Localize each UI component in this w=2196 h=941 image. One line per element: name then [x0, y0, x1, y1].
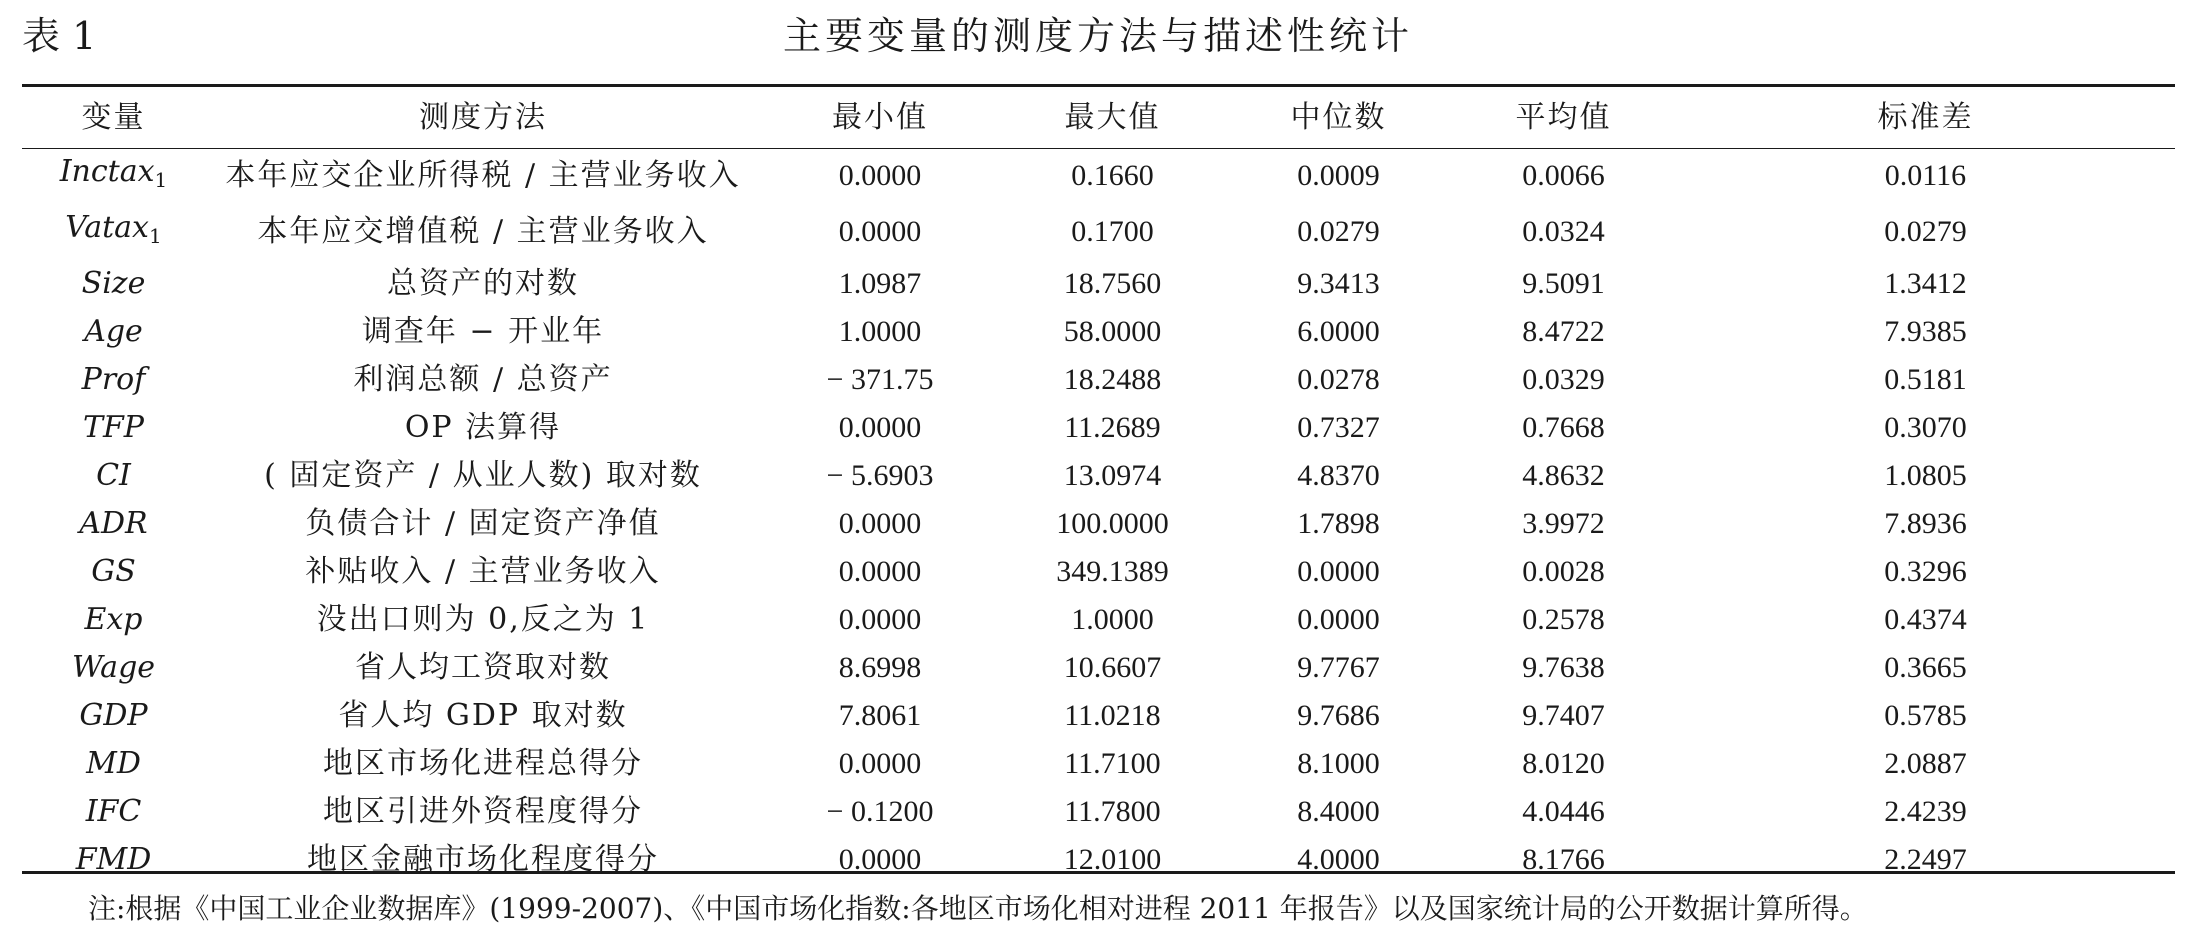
variable-cell — [22, 836, 205, 884]
max-cell: 0.1700 — [1071, 215, 1154, 248]
min-cell: 1.0987 — [838, 267, 922, 300]
table-row — [22, 740, 2175, 788]
method-cell: 地区金融市场化程度得分 — [307, 842, 659, 877]
min-cell: 7.8061 — [838, 699, 922, 732]
variable-cell — [22, 148, 205, 204]
variable-cell — [22, 644, 205, 692]
mean-cell: 0.0324 — [1522, 215, 1605, 248]
table-row — [22, 596, 2175, 644]
median-cell: 9.7686 — [1297, 699, 1380, 732]
header-variable: 变量 — [81, 100, 146, 135]
max-cell: 11.0218 — [1064, 699, 1161, 732]
header-row — [22, 87, 2175, 148]
method-cell: 本年应交增值税 / 主营业务收入 — [257, 214, 709, 249]
sd-cell: 0.5785 — [1884, 699, 1967, 732]
max-cell: 18.7560 — [1063, 267, 1162, 300]
sd-cell: 0.0279 — [1884, 215, 1967, 248]
max-cell: 1.0000 — [1071, 603, 1154, 636]
sd-cell: 0.3296 — [1884, 555, 1967, 588]
median-cell: 0.0009 — [1297, 159, 1380, 192]
mean-cell: 0.0329 — [1522, 363, 1605, 396]
variable-name: MD — [86, 746, 141, 781]
variable-cell — [22, 500, 205, 548]
sd-cell: 0.3665 — [1884, 651, 1967, 684]
variable-name: Prof — [81, 362, 146, 397]
mean-cell: 8.1766 — [1522, 843, 1605, 876]
sd-cell: 7.9385 — [1884, 315, 1967, 348]
variable-cell — [22, 596, 205, 644]
max-cell: 18.2488 — [1063, 363, 1162, 396]
max-cell: 100.0000 — [1056, 507, 1169, 540]
median-cell: 8.1000 — [1297, 747, 1380, 780]
table-row — [22, 260, 2175, 308]
method-cell: 本年应交企业所得税 / 主营业务收入 — [225, 158, 741, 193]
sd-cell: 2.0887 — [1884, 747, 1967, 780]
variable-cell — [22, 548, 205, 596]
mean-cell: 4.8632 — [1522, 459, 1605, 492]
min-cell: 0.0000 — [838, 555, 922, 588]
max-cell: 349.1389 — [1056, 555, 1169, 588]
variable-name: IFC — [85, 794, 142, 829]
sd-cell: 0.3070 — [1884, 411, 1967, 444]
variable-cell — [22, 308, 205, 356]
min-cell: 8.6998 — [838, 651, 922, 684]
variable-cell — [22, 404, 205, 452]
table-row — [22, 500, 2175, 548]
mean-cell: 4.0446 — [1522, 795, 1605, 828]
min-cell: 0.0000 — [838, 747, 922, 780]
table-row — [22, 548, 2175, 596]
max-cell: 58.0000 — [1063, 315, 1162, 348]
mean-cell: 0.7668 — [1522, 411, 1605, 444]
variable-subscript: 1 — [154, 168, 168, 192]
method-cell: 省人均工资取对数 — [355, 650, 611, 685]
min-cell: 0.0000 — [838, 507, 922, 540]
method-cell: 地区市场化进程总得分 — [323, 746, 643, 781]
median-cell: 0.0000 — [1297, 555, 1380, 588]
median-cell: 4.8370 — [1297, 459, 1380, 492]
min-cell: 0.0000 — [838, 159, 922, 192]
variable-name: ADR — [79, 506, 148, 541]
mean-cell: 8.0120 — [1522, 747, 1605, 780]
statistics-table — [22, 87, 2175, 884]
table-row — [22, 148, 2175, 204]
header-sd: 标准差 — [1877, 100, 1974, 135]
table-row — [22, 836, 2175, 884]
variable-cell — [22, 788, 205, 836]
min-cell: 0.0000 — [838, 411, 922, 444]
mean-cell: 3.9972 — [1522, 507, 1605, 540]
mean-cell: 9.7638 — [1522, 651, 1605, 684]
mean-cell: 0.0028 — [1522, 555, 1605, 588]
table-row — [22, 788, 2175, 836]
sd-cell: 0.0116 — [1884, 159, 1967, 192]
table-label: 表 1 — [22, 14, 97, 58]
variable-name: Size — [81, 266, 146, 301]
header-method: 测度方法 — [419, 100, 547, 135]
table-row — [22, 644, 2175, 692]
median-cell: 1.7898 — [1297, 507, 1380, 540]
variable-name: FMD — [75, 842, 152, 877]
variable-cell — [22, 204, 205, 260]
sd-cell: 1.3412 — [1884, 267, 1967, 300]
mean-cell: 0.0066 — [1522, 159, 1605, 192]
sd-cell: 0.5181 — [1884, 363, 1967, 396]
variable-name: Vatax — [65, 210, 149, 245]
median-cell: 8.4000 — [1297, 795, 1380, 828]
table-row — [22, 452, 2175, 500]
sd-cell: 1.0805 — [1884, 459, 1967, 492]
min-cell: 0.0000 — [838, 215, 922, 248]
sd-cell: 2.4239 — [1884, 795, 1967, 828]
mean-cell: 9.7407 — [1522, 699, 1605, 732]
variable-cell — [22, 740, 205, 788]
header-median: 中位数 — [1290, 100, 1387, 135]
variable-name: Age — [84, 314, 143, 349]
variable-cell — [22, 260, 205, 308]
method-cell: 没出口则为 0,反之为 1 — [316, 602, 650, 637]
median-cell: 6.0000 — [1297, 315, 1380, 348]
method-cell: 地区引进外资程度得分 — [323, 794, 643, 829]
header-min: 最小值 — [832, 100, 928, 135]
max-cell: 11.7100 — [1064, 747, 1161, 780]
method-cell: 总资产的对数 — [387, 266, 579, 301]
max-cell: 11.2689 — [1064, 411, 1161, 444]
mean-cell: 9.5091 — [1522, 267, 1605, 300]
variable-name: Wage — [71, 650, 156, 685]
variable-name: Exp — [84, 602, 143, 637]
method-cell: ( 固定资产 / 从业人数) 取对数 — [264, 458, 702, 493]
max-cell: 10.6607 — [1063, 651, 1162, 684]
median-cell: 0.0000 — [1297, 603, 1380, 636]
sd-cell: 0.4374 — [1884, 603, 1967, 636]
method-cell: 利润总额 / 总资产 — [353, 362, 613, 397]
table-row — [22, 204, 2175, 260]
min-cell: 0.0000 — [838, 843, 922, 876]
min-cell: 1.0000 — [838, 315, 922, 348]
variable-subscript: 1 — [148, 224, 162, 248]
table-note: 注:根据《中国工业企业数据库》(1999-2007)、《中国市场化指数:各地区市场化相对进程 2011 年报告》以及国家统计局的公开数据计算所得。 — [88, 892, 1868, 925]
median-cell: 0.7327 — [1297, 411, 1380, 444]
min-cell: − 5.6903 — [826, 459, 934, 492]
max-cell: 12.0100 — [1063, 843, 1162, 876]
variable-name: GS — [91, 554, 136, 589]
variable-name: CI — [96, 458, 131, 493]
median-cell: 4.0000 — [1297, 843, 1380, 876]
method-cell: 调查年 − 开业年 — [361, 314, 605, 349]
max-cell: 11.7800 — [1064, 795, 1161, 828]
method-cell: 补贴收入 / 主营业务收入 — [305, 554, 661, 589]
variable-cell — [22, 356, 205, 404]
max-cell: 13.0974 — [1063, 459, 1162, 492]
variable-cell — [22, 452, 205, 500]
table-row — [22, 404, 2175, 452]
variable-name: GDP — [79, 698, 148, 733]
method-cell: 省人均 GDP 取对数 — [338, 698, 628, 733]
median-cell: 0.0278 — [1297, 363, 1380, 396]
median-cell: 9.7767 — [1297, 651, 1380, 684]
variable-name: Inctax — [59, 154, 155, 189]
sd-cell: 2.2497 — [1884, 843, 1967, 876]
table-row — [22, 308, 2175, 356]
method-cell: OP 法算得 — [404, 410, 562, 445]
max-cell: 0.1660 — [1071, 159, 1154, 192]
min-cell: − 371.75 — [826, 363, 934, 396]
median-cell: 0.0279 — [1297, 215, 1380, 248]
median-cell: 9.3413 — [1297, 267, 1380, 300]
variable-cell — [22, 692, 205, 740]
header-mean: 平均值 — [1515, 100, 1612, 135]
table-title: 主要变量的测度方法与描述性统计 — [782, 14, 1413, 58]
min-cell: 0.0000 — [838, 603, 922, 636]
table-row — [22, 692, 2175, 740]
header-max: 最大值 — [1064, 100, 1161, 135]
min-cell: − 0.1200 — [826, 795, 934, 828]
variable-name: TFP — [82, 410, 144, 445]
method-cell: 负债合计 / 固定资产净值 — [305, 506, 661, 541]
mean-cell: 0.2578 — [1522, 603, 1605, 636]
table-row — [22, 356, 2175, 404]
mean-cell: 8.4722 — [1522, 315, 1605, 348]
sd-cell: 7.8936 — [1884, 507, 1967, 540]
